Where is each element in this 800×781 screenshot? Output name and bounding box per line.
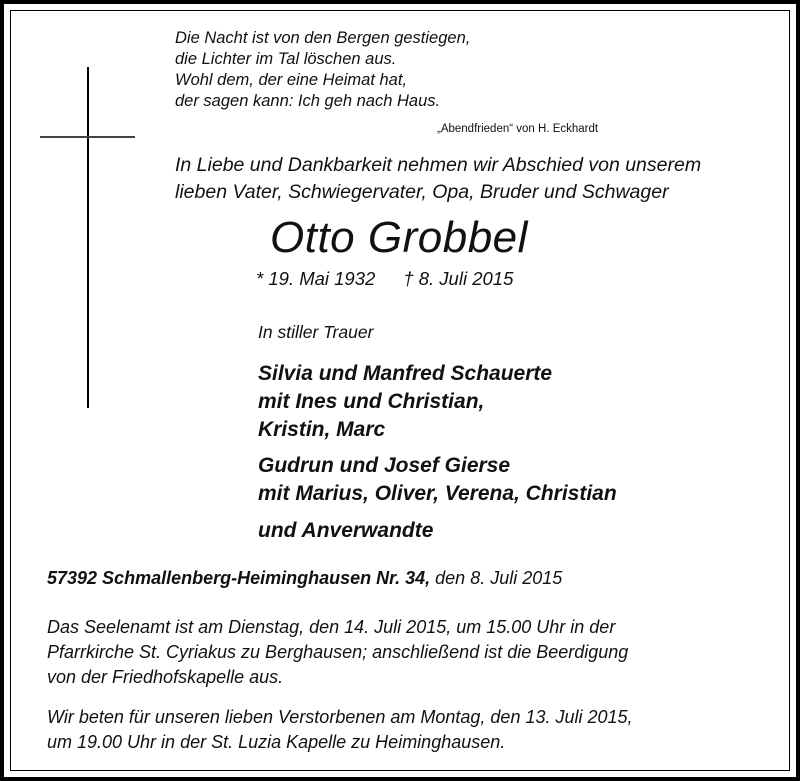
- prayer-info: [47, 705, 633, 755]
- service-info: [47, 615, 628, 690]
- birth-date: * 19. Mai 1932: [256, 268, 376, 289]
- poem: [175, 28, 470, 112]
- intro-line: In Liebe und Dankbarkeit nehmen wir Abschied von unserem: [175, 154, 702, 176]
- service-line: von der Friedhofskapelle aus.: [47, 667, 284, 687]
- poem-line: die Lichter im Tal löschen aus.: [175, 50, 397, 68]
- service-line: Pfarrkirche St. Cyriakus zu Berghausen; anschließend ist die Beerdigung: [47, 642, 629, 662]
- mourner-relatives: und Anverwandte: [258, 519, 434, 542]
- prayer-line: um 19.00 Uhr in der St. Luzia Kapelle zu Heiminghausen.: [47, 732, 506, 752]
- mourner-group: [258, 360, 552, 444]
- mourner-group: [258, 452, 617, 508]
- mourner-line: Silvia und Manfred Schauerte: [258, 362, 553, 385]
- poem-line: Die Nacht ist von den Bergen gestiegen,: [175, 29, 471, 47]
- life-dates: [256, 268, 513, 290]
- mourner-line: Gudrun und Josef Gierse: [258, 454, 511, 477]
- mourner-line: mit Ines und Christian,: [258, 390, 485, 413]
- notice-date: den 8. Juli 2015: [430, 568, 563, 588]
- mourner-line: Kristin, Marc: [258, 418, 386, 441]
- death-date: † 8. Juli 2015: [403, 268, 514, 289]
- intro-line: lieben Vater, Schwiegervater, Opa, Bruder und Schwager: [175, 181, 669, 203]
- service-line: Das Seelenamt ist am Dienstag, den 14. Juli 2015, um 15.00 Uhr in der: [47, 617, 616, 637]
- cross-icon-vertical: [87, 67, 89, 408]
- intro-text: [175, 152, 701, 206]
- deceased-name: Otto Grobbel: [270, 213, 528, 262]
- poem-attribution: „Abendfrieden“ von H. Eckhardt: [437, 123, 599, 135]
- poem-line: der sagen kann: Ich geh nach Haus.: [175, 92, 441, 110]
- mourner-line: mit Marius, Oliver, Verena, Christian: [258, 482, 617, 505]
- address: 57392 Schmallenberg-Heiminghausen Nr. 34,: [47, 568, 431, 588]
- poem-line: Wohl dem, der eine Heimat hat,: [175, 71, 408, 89]
- prayer-line: Wir beten für unseren lieben Verstorbenen am Montag, den 13. Juli 2015,: [47, 707, 633, 727]
- place-date: [47, 568, 562, 589]
- cross-icon-horizontal: [40, 136, 135, 138]
- mourning-heading: In stiller Trauer: [258, 322, 374, 342]
